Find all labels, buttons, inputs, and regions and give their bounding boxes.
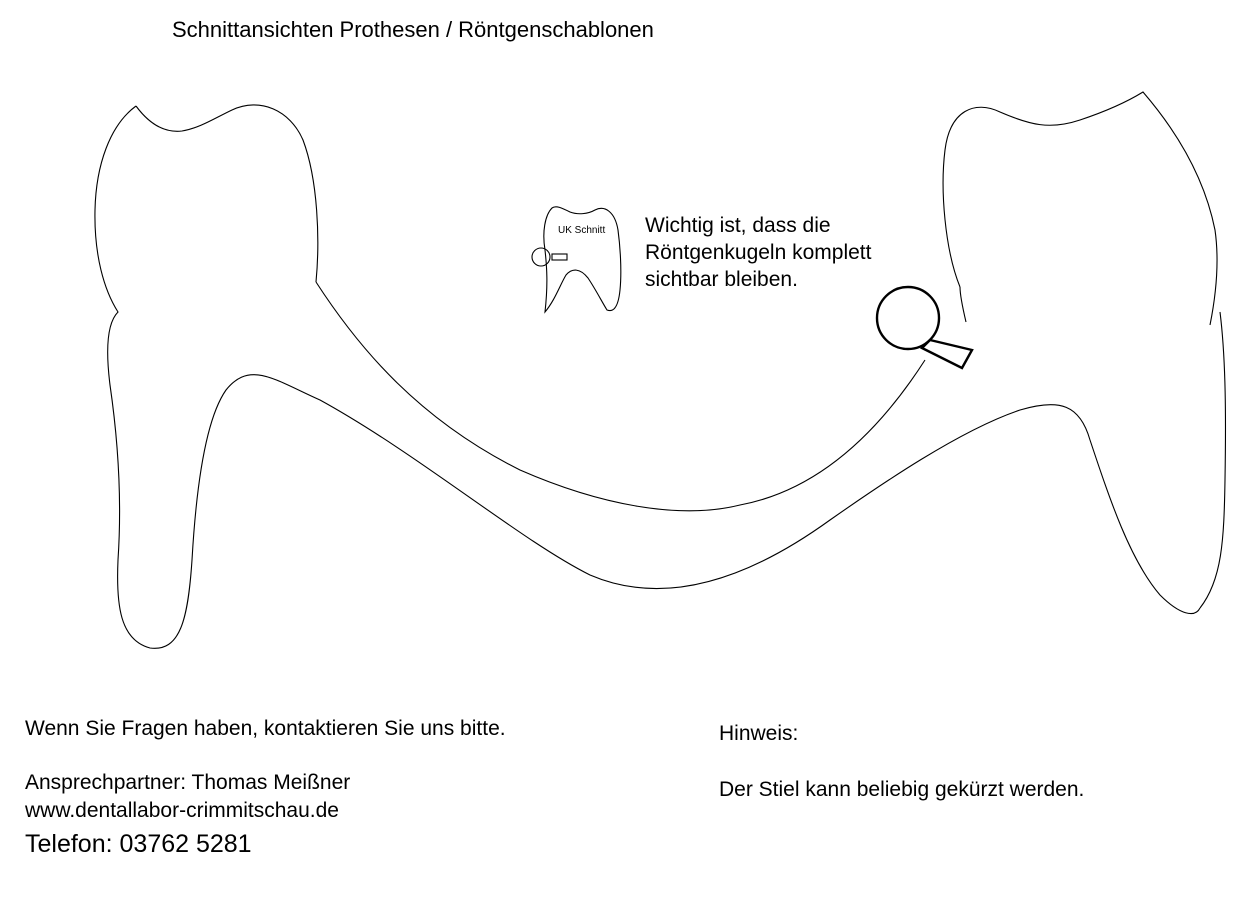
contact-question: Wenn Sie Fragen haben, kontaktieren Sie uns bitte.: [25, 717, 506, 740]
important-note: [645, 212, 945, 293]
note-line-2: Röntgenkugeln komplett: [645, 241, 872, 264]
contact-person: Ansprechpartner: Thomas Meißner: [25, 771, 351, 794]
left-tooth-outline: [95, 106, 1200, 648]
contact-phone: Telefon: 03762 5281: [25, 830, 252, 858]
page-title: Schnittansichten Prothesen / Röntgenschablonen: [172, 17, 654, 42]
right-tooth-root-inner: [960, 287, 966, 322]
note-line-3: sichtbar bleiben.: [645, 268, 798, 291]
right-tooth-side: [1200, 312, 1225, 608]
hint-text: Der Stiel kann beliebig gekürzt werden.: [719, 778, 1085, 801]
contact-website-link[interactable]: www.dentallabor-crimmitschau.de: [25, 799, 339, 822]
xray-ball-handle: [922, 340, 972, 368]
thumbnail-label: UK Schnitt: [558, 225, 606, 236]
right-tooth-outline: [943, 92, 1217, 325]
note-line-1: Wichtig ist, dass die: [645, 214, 831, 237]
hint-label: Hinweis:: [719, 722, 799, 745]
left-crown-top: [136, 105, 318, 282]
thumbnail-tooth-icon: [532, 207, 621, 312]
inner-arch-curve: [316, 282, 925, 511]
